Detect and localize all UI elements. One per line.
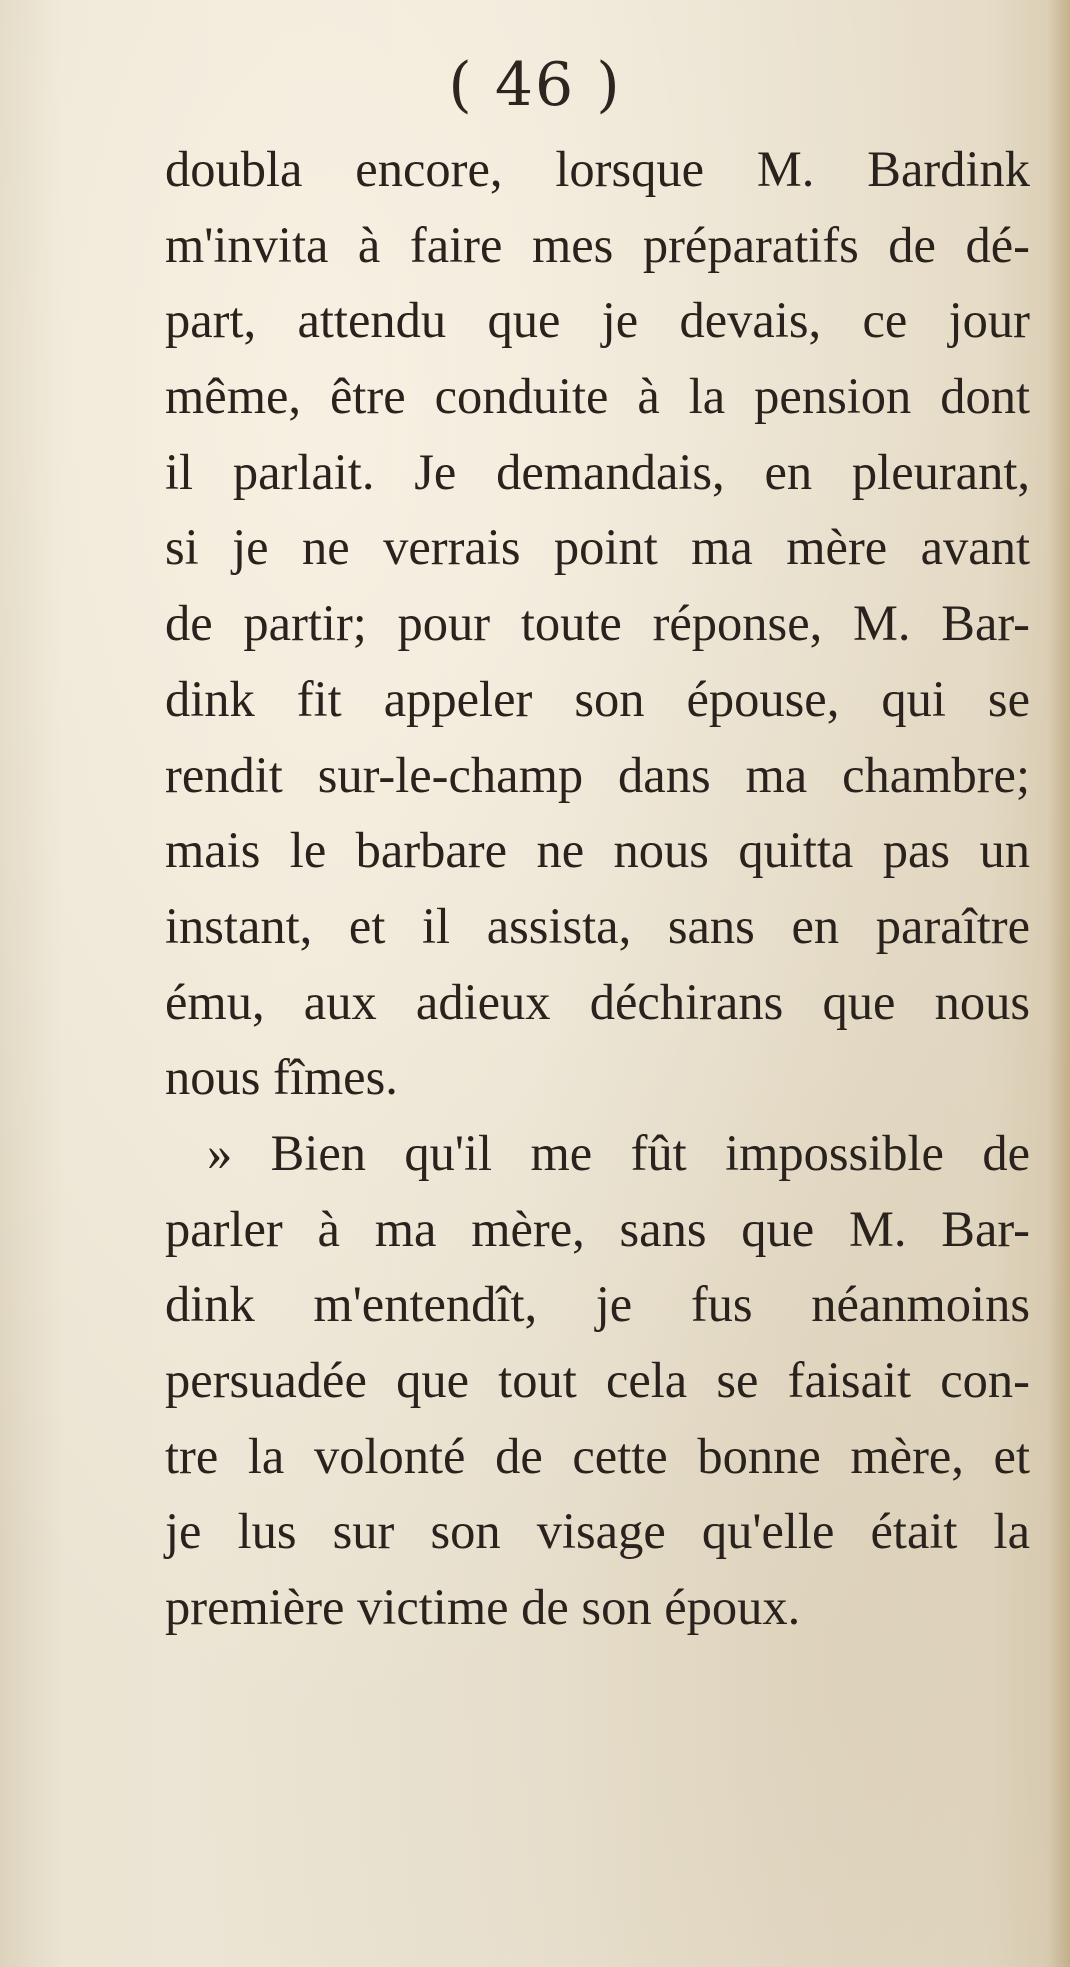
text-line: persuadée que tout cela se faisait con- [165, 1352, 1030, 1408]
text-line: dink fit appeler son épouse, qui se [165, 670, 1030, 727]
text-line: ému, aux adieux déchirans que nous [165, 973, 1030, 1030]
text-line: rendit sur-le-champ dans ma chambre; [165, 746, 1030, 803]
page-edge-shadow [1048, 0, 1070, 1967]
text-line: doubla encore, lorsque M. Bardink [165, 141, 1030, 197]
text-line: mais le barbare ne nous quitta pas un [165, 822, 1030, 879]
text-line: m'invita à faire mes préparatifs de dé- [165, 216, 1030, 273]
body-text [165, 132, 1030, 1646]
text-line: nous fîmes. [165, 1049, 398, 1106]
text-line: instant, et il assista, sans en paraître [165, 897, 1030, 954]
text-line: même, être conduite à la pension dont [165, 368, 1030, 425]
text-line: première victime de son époux. [165, 1579, 801, 1636]
text-line: dink m'entendît, je fus néanmoins [165, 1276, 1030, 1333]
text-line: il parlait. Je demandais, en pleurant, [165, 443, 1030, 500]
text-line: tre la volonté de cette bonne mère, et [165, 1427, 1030, 1484]
text-line: part, attendu que je devais, ce jour [165, 292, 1030, 349]
page-number: ( 46 ) [448, 50, 622, 120]
text-line: parler à ma mère, sans que M. Bar- [165, 1200, 1030, 1257]
text-line: » Bien qu'il me fût impossible de [207, 1124, 1030, 1181]
text-line: si je ne verrais point ma mère avant [165, 519, 1030, 576]
text-line: de partir; pour toute réponse, M. Bar- [165, 595, 1030, 652]
text-line: je lus sur son visage qu'elle était la [165, 1503, 1030, 1560]
